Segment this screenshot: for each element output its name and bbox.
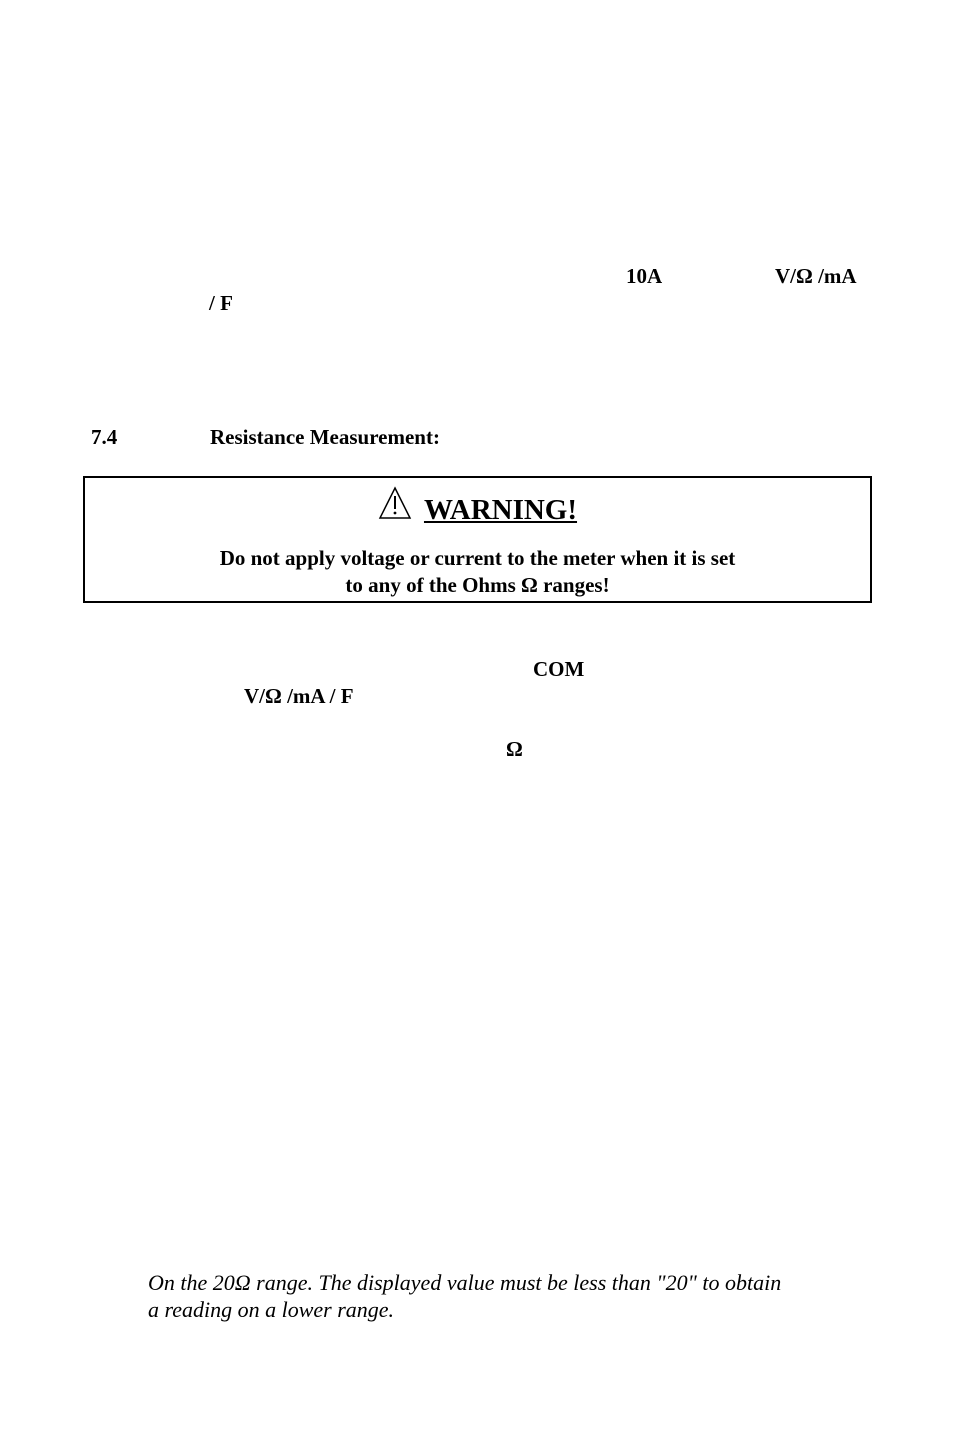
ohm-symbol-label: Ω [506,737,523,761]
note-line-1: On the 20Ω range. The displayed value must be less than "20" to obtain [148,1270,782,1295]
vohm-ma-f-terminal-label: V/Ω /mA / F [244,684,354,708]
section-title: Resistance Measurement: [210,425,440,449]
warning-text-line-1: Do not apply voltage or current to the meter when it is set [219,546,736,570]
warning-title: WARNING! [423,494,578,526]
terminal-10a-label: 10A [626,264,663,288]
terminal-f-label: / F [209,291,233,315]
warning-triangle-icon [378,486,412,520]
warning-header [85,484,870,524]
warning-text-line-2: to any of the Ohms Ω ranges! [345,573,610,597]
com-terminal-label: COM [533,657,585,681]
warning-box [83,476,872,603]
terminal-vohm-ma-label: V/Ω /mA [775,264,857,288]
section-number: 7.4 [91,425,118,449]
note-line-2: a reading on a lower range. [148,1297,395,1322]
